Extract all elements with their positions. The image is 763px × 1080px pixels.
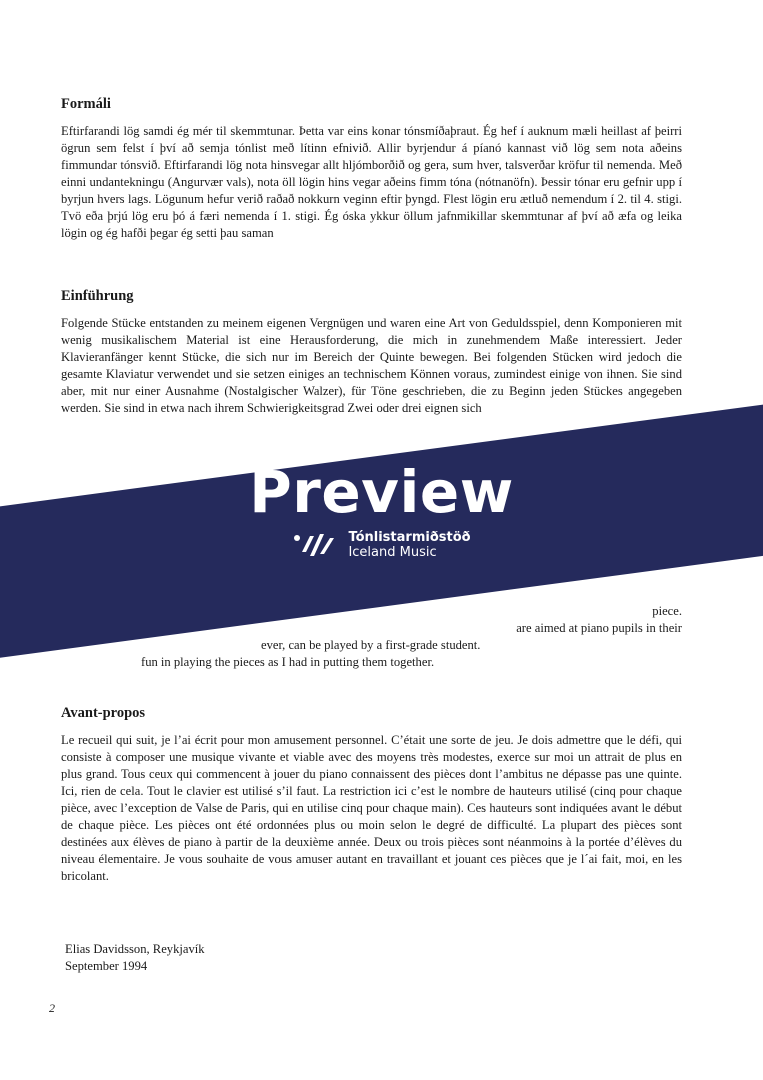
brand-line-2: Iceland Music xyxy=(348,545,437,560)
formali-section xyxy=(61,95,682,242)
formali-heading: Formáli xyxy=(61,96,111,112)
preview-overlay xyxy=(0,460,763,560)
avant-propos-heading: Avant-propos xyxy=(61,705,146,721)
formali-text: Eftirfarandi lög samdi ég mér til skemmtunar. Þetta var eins konar tónsmíðaþraut. Ég hef í auknum mæli heillast af þeirri ögrun sem felst í því að semja tónlist með lítinn efnivið. Allir byrjendur á píanó kannast við lög sem nota aðeins fimmundar tónsvið. Eftirfarandi lög nota hinsvegar allt hljómborðið og gera, sum hver, talsverðar kröfur til nemenda. Með einni undantekningu (Angurvær vals), nota öll lögin hins vegar aðeins fimm tóna (nótnanöfn). Þessir tónar eru gefnir upp í byrjun hvers lags. Lögunum hefur verið raðað nokkurn veginn eftir þyngd. Flest lögin eru ætluð nemendum í 2. til 4. stigi. Tvö eða þrjú lög eru þó á færi nemenda í 1. stigi. Ég óska ykkur öllum jafnmikillar skemmtunar af því að æfa og leika lögin og ég hafði þegar ég setti þau saman xyxy=(61,124,682,240)
english-line-4: fun in playing the pieces as I had in putting them together. xyxy=(141,655,435,669)
preview-label: Preview xyxy=(249,458,514,526)
avant-propos-section xyxy=(61,704,682,885)
brand-line-1: Tónlistarmiðstöð xyxy=(348,530,471,545)
brand-logo xyxy=(0,530,763,560)
author-name: Elias Davidsson, Reykjavík xyxy=(65,942,205,956)
einfuhrung-heading: Einführung xyxy=(61,288,134,304)
english-line-2: are aimed at piano pupils in their xyxy=(516,621,682,635)
page-number: 2 xyxy=(49,1001,55,1015)
avant-propos-text: Le recueil qui suit, je l’ai écrit pour mon amusement personnel. C’était une sorte de jeu. Je dois admettre que le défi, qui consiste à composer une musique vivante et viable avec des moyens très modestes, exerce sur moi un attrait de plus en plus grand. Tous ceux qui commencent à jouer du piano connaissent des pièces dont l’ambitus ne dépasse pas une quinte. Ici, rien de cela. Tout le clavier est utilisé s’il faut. La restriction ici c’est le nombre de hauteurs utilisé (cinq pour chaque pièce, avec l’exception de Valse de Paris, qui en utilise cinq pour chaque main). Ces hauteurs sont indiquées avant le début de chaque pièce. Les pièces ont été ordonnées plus ou moin selon le degré de difficulté. La plupart des pièces sont destinées aux élèves de piano à partir de la deuxième année. Deux ou trois pièces sont néanmoins à la portée d’élèves du niveau élementaire. Je vous souhaite de vous amuser autant en travaillant et jouant ces pièces que je l´ai fait, moi, en les bricolant. xyxy=(61,733,682,883)
signature-date: September 1994 xyxy=(65,959,148,973)
einfuhrung-text: Folgende Stücke entstanden zu meinem eigenen Vergnügen und waren eine Art von Geduldsspiel, denn Komponieren mit wenig musikalischem Material ist eine Herausforderung, die mich in zunehmendem Maße interessiert. Jeder Klavieranfänger kennt Stücke, die sich nur im Bereich der Quinte bewegen. Bei folgenden Stücken wird jedoch die gesamte Klaviatur verwendet und sie setzen einiges an technischem Können voraus, zumindest einige von ihnen. Sie sind aber, mit nur einer Ausnahme (Nostalgischer Walzer), für Töne geschrieben, die zu Beginn jeden Stückes angegeben werden. Sie sind in etwa nach ihrem Schwierigkeitsgrad Zwei oder drei eignen sich xyxy=(61,316,682,415)
signature-block xyxy=(65,941,205,975)
brand-text xyxy=(348,530,470,560)
english-line-3: ever, can be played by a first-grade student. xyxy=(261,638,481,652)
english-line-1: piece. xyxy=(652,604,682,618)
einfuhrung-section xyxy=(61,287,682,417)
iceland-music-logo-icon xyxy=(292,530,338,560)
